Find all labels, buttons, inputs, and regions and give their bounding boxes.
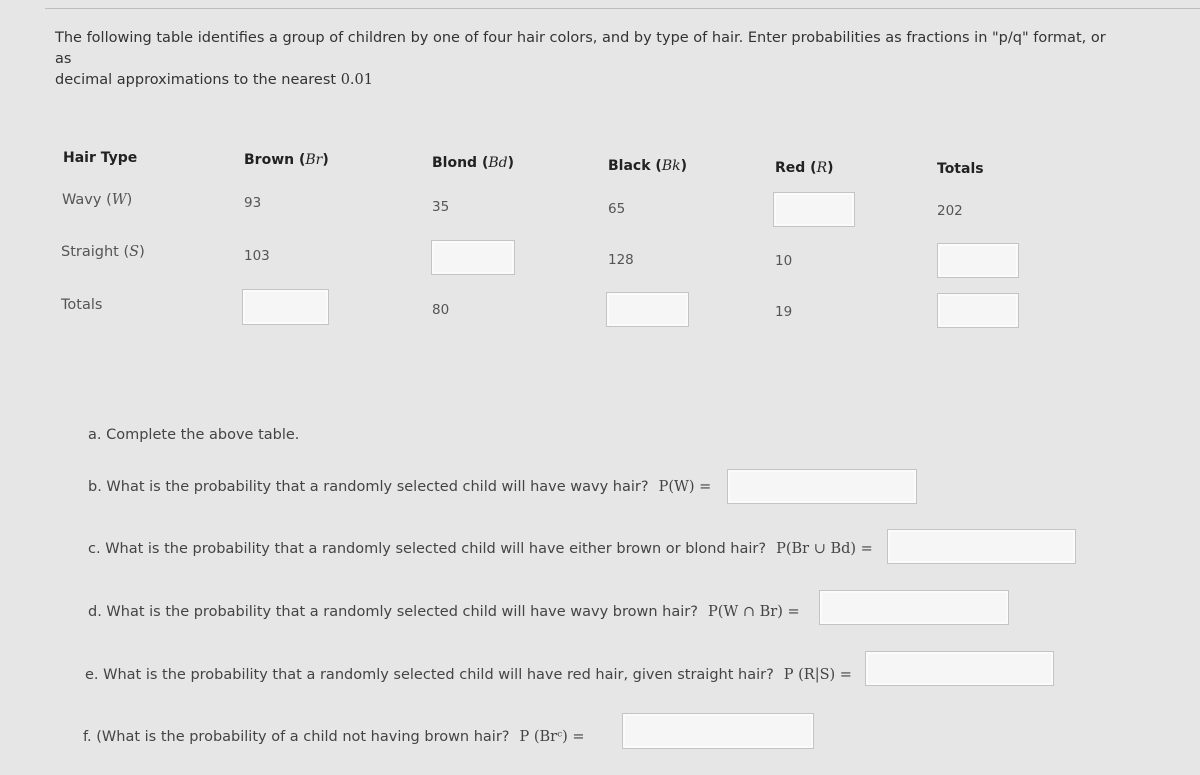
row-label-wavy: Wavy (W) — [62, 192, 133, 208]
question-c-text: c. What is the probability that a randomly selected child will have either brown or blond hair? — [88, 541, 767, 557]
row-label-straight-symbol: S — [129, 244, 140, 260]
cell-straight-brown: 103 — [244, 248, 270, 264]
cell-totals-red: 19 — [775, 304, 793, 320]
row-label-straight-text: Straight ( — [61, 244, 130, 260]
instructions — [55, 28, 1115, 91]
question-f — [83, 729, 585, 745]
question-b — [88, 479, 711, 495]
question-f-text: f. (What is the probability of a child not having brown hair? — [83, 729, 510, 745]
instructions-line-2 — [55, 70, 1115, 91]
header-black-label: Black ( — [608, 158, 662, 174]
question-c-expression: P(Br ∪ Bd) = — [776, 541, 873, 557]
header-brown-label: Brown ( — [244, 152, 306, 168]
header-red-label: Red ( — [775, 160, 817, 176]
answer-d-input[interactable] — [819, 590, 1009, 625]
input-grand-total[interactable] — [937, 293, 1019, 328]
answer-c-input[interactable] — [887, 529, 1076, 564]
question-f-expression: P (Brᶜ) = — [519, 729, 585, 745]
question-e-expression: P (R|S) = — [783, 667, 852, 683]
input-wavy-red[interactable] — [773, 192, 855, 227]
header-black: Black (Bk) — [608, 158, 687, 174]
input-straight-totals[interactable] — [937, 243, 1019, 278]
answer-b-input[interactable] — [727, 469, 917, 504]
question-b-text: b. What is the probability that a randomly selected child will have wavy hair? — [88, 479, 649, 495]
answer-e-input[interactable] — [865, 651, 1054, 686]
cell-wavy-brown: 93 — [244, 195, 262, 211]
header-red-symbol: R — [816, 160, 828, 176]
cell-wavy-black: 65 — [608, 201, 626, 217]
header-brown: Brown (Br) — [244, 152, 329, 168]
instructions-line-1: The following table identifies a group of children by one of four hair colors, and by type of hair. Enter probabilities as fractions in "p/q" format, or as — [55, 30, 1106, 67]
answer-f-input[interactable] — [622, 713, 814, 749]
header-totals: Totals — [937, 161, 984, 177]
input-totals-brown[interactable] — [242, 289, 329, 325]
top-divider — [45, 8, 1200, 9]
cell-wavy-totals: 202 — [937, 203, 963, 219]
question-d — [88, 604, 800, 620]
question-b-expression: P(W) = — [658, 479, 712, 495]
precision-value: 0.01 — [340, 72, 373, 88]
row-label-wavy-symbol: W — [111, 192, 127, 208]
cell-totals-blond: 80 — [432, 302, 450, 318]
input-totals-black[interactable] — [606, 292, 689, 327]
header-brown-symbol: Br — [305, 152, 323, 168]
header-black-symbol: Bk — [661, 158, 681, 174]
cell-wavy-blond: 35 — [432, 199, 450, 215]
row-label-totals: Totals — [61, 297, 103, 313]
row-label-straight: Straight (S) — [61, 244, 145, 260]
question-a: a. Complete the above table. — [88, 427, 300, 443]
cell-straight-red: 10 — [775, 253, 793, 269]
cell-straight-black: 128 — [608, 252, 634, 268]
question-c — [88, 541, 873, 557]
question-e-text: e. What is the probability that a randomly selected child will have red hair, given straight hair? — [85, 667, 774, 683]
header-red: Red (R) — [775, 160, 834, 176]
question-d-text: d. What is the probability that a randomly selected child will have wavy brown hair? — [88, 604, 698, 620]
row-label-wavy-text: Wavy ( — [62, 192, 112, 208]
question-d-expression: P(W ∩ Br) = — [707, 604, 800, 620]
instructions-line-2-text: decimal approximations to the nearest — [55, 72, 337, 88]
header-blond: Blond (Bd) — [432, 155, 515, 171]
input-straight-blond[interactable] — [431, 240, 515, 275]
question-e — [85, 667, 852, 683]
header-blond-label: Blond ( — [432, 155, 489, 171]
header-hair-type: Hair Type — [63, 150, 138, 166]
header-blond-symbol: Bd — [488, 155, 508, 171]
